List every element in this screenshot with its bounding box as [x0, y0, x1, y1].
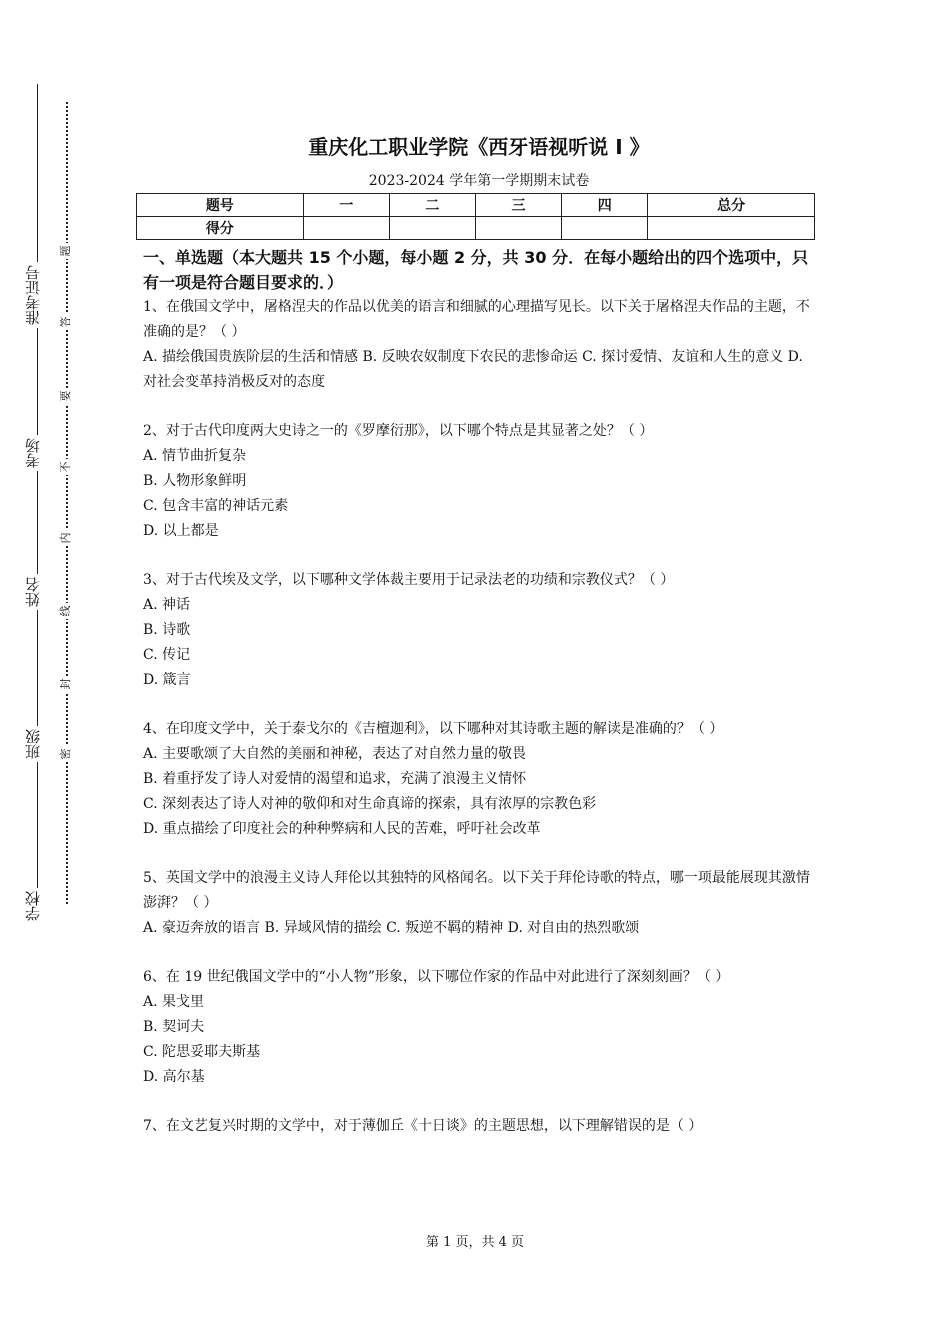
binding-margin: [0, 0, 100, 1344]
option: C. 深刻表达了诗人对神的敬仰和对生命真谛的探索，具有浓厚的宗教色彩: [143, 796, 597, 812]
question-stem: 1、在俄国文学中，屠格涅夫的作品以优美的语言和细腻的心理描写见长。以下关于屠格涅夫作品的主题，不准确的是？（ ）: [143, 299, 810, 340]
option: A. 神话: [143, 597, 191, 613]
score-input-cell[interactable]: [389, 217, 475, 240]
score-input-cell[interactable]: [562, 217, 648, 240]
field-exam-room-label: 考场: [22, 435, 52, 471]
seal-char: 要: [58, 388, 74, 404]
seal-char: 线: [58, 603, 74, 619]
seal-char: 密: [58, 746, 74, 762]
question-2: [143, 419, 815, 544]
option: B. 人物形象鲜明: [143, 473, 247, 489]
question-3: [143, 568, 815, 693]
option: A. 情节曲折复杂: [143, 448, 247, 464]
option: B. 诗歌: [143, 622, 191, 638]
question-options: A. 描绘俄国贵族阶层的生活和情感 B. 反映农奴制度下农民的悲惨命运 C. 探讨爱情、友谊和人生的意义 D. 对社会变革持消极反对的态度: [143, 349, 803, 390]
option: D. 重点描绘了印度社会的种种弊病和人民的苦难，呼吁社会改革: [143, 821, 541, 837]
field-admission-number-label: 准考证号: [22, 262, 52, 328]
exam-subtitle: 2023-2024 学年第一学期期末试卷: [368, 173, 590, 189]
score-table-cell: 一: [303, 194, 389, 217]
seal-char: 题: [58, 243, 74, 259]
binding-solid-line: [37, 84, 38, 904]
question-stem: 3、对于古代埃及文学，以下哪种文学体裁主要用于记录法老的功绩和宗教仪式？（ ）: [143, 572, 675, 588]
option: C. 传记: [143, 647, 191, 663]
field-class-label: 班级: [22, 726, 52, 762]
question-stem: 2、对于古代印度两大史诗之一的《罗摩衍那》，以下哪个特点是其显著之处？（ ）: [143, 423, 654, 439]
field-school-label: 学校: [22, 888, 52, 924]
question-6: [143, 965, 815, 1090]
option: C. 陀思妥耶夫斯基: [143, 1044, 261, 1060]
score-table-cell: 总分: [648, 194, 815, 217]
question-4: [143, 717, 815, 842]
question-5: [143, 866, 815, 941]
score-table-score-row: [137, 217, 815, 240]
score-table-header-row: [137, 194, 815, 217]
score-table-cell: 三: [475, 194, 561, 217]
seal-char: 封: [58, 676, 74, 692]
option: A. 果戈里: [143, 994, 205, 1010]
question-list: [143, 295, 815, 1163]
field-name-label: 姓名: [22, 574, 52, 610]
question-1: [143, 295, 815, 395]
option: D. 高尔基: [143, 1069, 205, 1085]
score-input-cell[interactable]: [303, 217, 389, 240]
score-table-cell: 二: [389, 194, 475, 217]
score-input-cell[interactable]: [648, 217, 815, 240]
score-row-label: 得分: [137, 217, 304, 240]
seal-char: 内: [58, 530, 74, 546]
option: D. 以上都是: [143, 523, 219, 539]
score-table-cell: 四: [562, 194, 648, 217]
score-input-cell[interactable]: [475, 217, 561, 240]
option: B. 契诃夫: [143, 1019, 205, 1035]
option: A. 主要歌颂了大自然的美丽和神秘，表达了对自然力量的敬畏: [143, 746, 527, 762]
question-stem: 7、在文艺复兴时期的文学中，对于薄伽丘《十日谈》的主题思想，以下理解错误的是（ ）: [143, 1118, 703, 1134]
section-heading: 一、单选题（本大题共 15 个小题，每小题 2 分，共 30 分．在每小题给出的四个选项中，只有一项是符合题目要求的．）: [143, 248, 809, 292]
score-table: [136, 193, 815, 240]
question-stem: 4、在印度文学中，关于泰戈尔的《吉檀迦利》，以下哪种对其诗歌主题的解读是准确的？（ ）: [143, 721, 724, 737]
exam-title: 重庆化工职业学院《西牙语视听说 I 》: [308, 135, 650, 159]
option: C. 包含丰富的神话元素: [143, 498, 289, 514]
question-7: [143, 1114, 815, 1139]
option: D. 箴言: [143, 672, 191, 688]
question-options: A. 豪迈奔放的语言 B. 异域风情的描绘 C. 叛逆不羁的精神 D. 对自由的热烈歌颂: [143, 920, 640, 936]
seal-char: 答: [58, 314, 74, 330]
question-stem: 5、英国文学中的浪漫主义诗人拜伦以其独特的风格闻名。以下关于拜伦诗歌的特点，哪一项最能展现其激情澎湃？（ ）: [143, 870, 810, 911]
option: B. 着重抒发了诗人对爱情的渴望和追求，充满了浪漫主义情怀: [143, 771, 527, 787]
seal-dotted-line: [66, 102, 68, 904]
score-table-cell: 题号: [137, 194, 304, 217]
page-footer: 第 1 页，共 4 页: [425, 1235, 525, 1250]
question-stem: 6、在 19 世纪俄国文学中的“小人物”形象，以下哪位作家的作品中对此进行了深刻刻画？（ ）: [143, 969, 730, 985]
seal-char: 不: [58, 459, 74, 475]
